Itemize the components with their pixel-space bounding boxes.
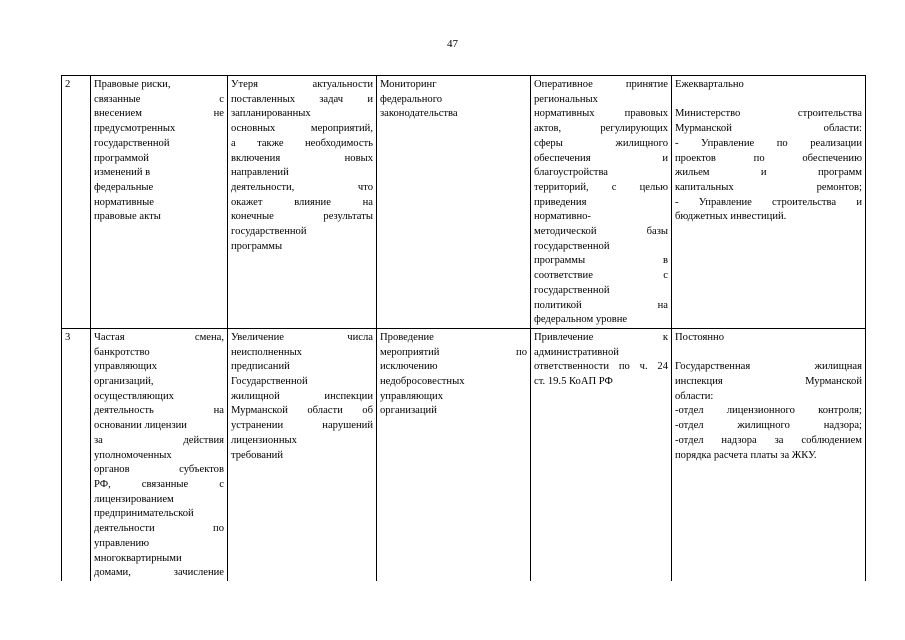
text-line: Увеличение числа	[231, 331, 373, 343]
text-line: неисполненных	[231, 346, 302, 358]
text-line: Правовые риски,	[94, 79, 171, 90]
text-line: деятельности, что	[231, 181, 373, 193]
text-line: мероприятий по	[380, 346, 527, 358]
text-line: бюджетных инвестиций.	[675, 211, 787, 223]
text-line: внесением не	[94, 108, 224, 120]
text-line: программы в	[534, 255, 668, 267]
measures-cell	[531, 76, 672, 329]
text-line: Мониторинг	[380, 79, 437, 90]
text-line: ответственности по ч. 24	[534, 361, 668, 373]
text-line: жильем и программ	[675, 167, 862, 179]
text-line: - Управление по реализации	[675, 137, 862, 149]
text-line: Частая смена,	[94, 331, 224, 343]
text-line: государственной	[534, 240, 610, 252]
text-line: требований	[231, 449, 284, 461]
responsible-cell	[672, 76, 866, 329]
text-line: правовые акты	[94, 211, 161, 223]
text-line: актов, регулирующих	[534, 123, 668, 135]
consequence-cell	[228, 76, 377, 329]
text-line: многоквартирными	[94, 552, 182, 564]
text-line: организаций	[380, 405, 437, 417]
text-line: устранении нарушений	[231, 420, 373, 432]
text-line: государственной	[534, 284, 610, 296]
text-line: проектов по обеспечению	[675, 152, 862, 164]
text-line: административной	[534, 346, 619, 358]
text-line: деятельности по	[94, 523, 224, 535]
text-line: предусмотренных	[94, 123, 176, 135]
text-line: нормативные	[94, 196, 154, 208]
text-line: Министерство строительства	[675, 108, 862, 120]
text-line: обеспечения и	[534, 152, 668, 164]
text-line: управляющих	[380, 390, 444, 402]
table-row	[62, 76, 866, 329]
text-line: организаций,	[94, 376, 154, 388]
text-line: нормативно-	[534, 211, 591, 223]
text-line: Мурманской области об	[231, 405, 373, 417]
text-line: Государственной	[231, 376, 308, 388]
monitoring-cell	[377, 328, 531, 580]
text-line: территорий, с целью	[534, 181, 668, 193]
text-line: Проведение	[380, 331, 434, 343]
text-line: лицензированием	[94, 493, 174, 505]
text-line: конечные результаты	[231, 211, 373, 223]
text-line: региональных	[534, 93, 598, 105]
text-line: недобросовестных	[380, 376, 465, 388]
risk-cell	[91, 76, 228, 329]
text-line: методической базы	[534, 226, 668, 238]
text-line: исключению	[380, 361, 438, 373]
text-line: государственной	[231, 226, 307, 238]
text-line: государственной	[94, 137, 170, 149]
text-line: включения новых	[231, 152, 373, 164]
text-line: нормативных правовых	[534, 108, 668, 120]
text-line: приведения	[534, 196, 587, 208]
text-line: ст. 19.5 КоАП РФ	[534, 376, 613, 388]
text-line: жилищной инспекции	[231, 390, 373, 402]
text-line: Государственная жилищная	[675, 361, 862, 373]
text-line: инспекция Мурманской	[675, 376, 862, 388]
text-line: федеральные	[94, 181, 154, 193]
risk-table	[61, 75, 866, 581]
text-line: направлений	[231, 167, 289, 179]
text-line: деятельность на	[94, 405, 224, 417]
text-line: - Управление строительства и	[675, 196, 862, 208]
text-line: банкротство	[94, 346, 150, 358]
text-line: -отдел надзора за соблюдением	[675, 434, 862, 446]
text-line: капитальных ремонтов;	[675, 181, 862, 193]
text-line: федерального	[380, 93, 443, 105]
table-row	[62, 328, 866, 580]
responsible-list	[675, 360, 862, 463]
text-line: основании лицензии	[94, 420, 187, 432]
text-line: поставленных задач и	[231, 93, 373, 105]
text-line: связанные с	[94, 93, 224, 105]
text-line: основных мероприятий,	[231, 123, 373, 135]
text-line: лицензионных	[231, 434, 297, 446]
risk-cell	[91, 328, 228, 580]
text-line: управляющих	[94, 361, 158, 373]
measures-cell	[531, 328, 672, 580]
row-number: 2	[62, 76, 91, 329]
row-number: 3	[62, 328, 91, 580]
text-line: области:	[675, 390, 714, 402]
text-line: сферы жилищного	[534, 137, 668, 149]
text-line: окажет влияние на	[231, 196, 373, 208]
text-line: Утеря актуальности	[231, 79, 373, 90]
consequence-cell	[228, 328, 377, 580]
text-line: а также необходимость	[231, 137, 373, 149]
text-line: программой	[94, 152, 149, 164]
text-line: программы	[231, 240, 283, 252]
text-line: благоустройства	[534, 167, 609, 179]
text-line: Оперативное принятие	[534, 79, 668, 90]
period-text: Постоянно	[675, 331, 725, 343]
text-line: Привлечение к	[534, 331, 668, 343]
text-line: органов субъектов	[94, 464, 224, 476]
text-line: изменений в	[94, 167, 151, 179]
text-line: федеральном уровне	[534, 314, 628, 326]
responsible-list	[675, 107, 862, 225]
page-number: 47	[447, 38, 458, 50]
text-line: управлению	[94, 537, 150, 549]
text-line: предписаний	[231, 361, 290, 373]
text-line: запланированных	[231, 108, 311, 120]
text-line: осуществляющих	[94, 390, 174, 402]
text-line: Мурманской области:	[675, 123, 862, 135]
text-line: за действия	[94, 434, 224, 446]
text-line: домами, зачисление	[94, 567, 224, 579]
text-line: уполномоченных	[94, 449, 172, 461]
text-line: политикой на	[534, 299, 668, 311]
text-line: законодательства	[380, 108, 458, 120]
text-line: -отдел лицензионного контроля;	[675, 405, 862, 417]
responsible-cell	[672, 328, 866, 580]
text-line: соответствие с	[534, 270, 668, 282]
monitoring-cell	[377, 76, 531, 329]
period-text: Ежеквартально	[675, 79, 744, 90]
text-line: предпринимательской	[94, 508, 194, 520]
text-line: порядка расчета платы за ЖКУ.	[675, 449, 817, 461]
text-line: РФ, связанные с	[94, 478, 224, 490]
text-line: -отдел жилищного надзора;	[675, 420, 862, 432]
